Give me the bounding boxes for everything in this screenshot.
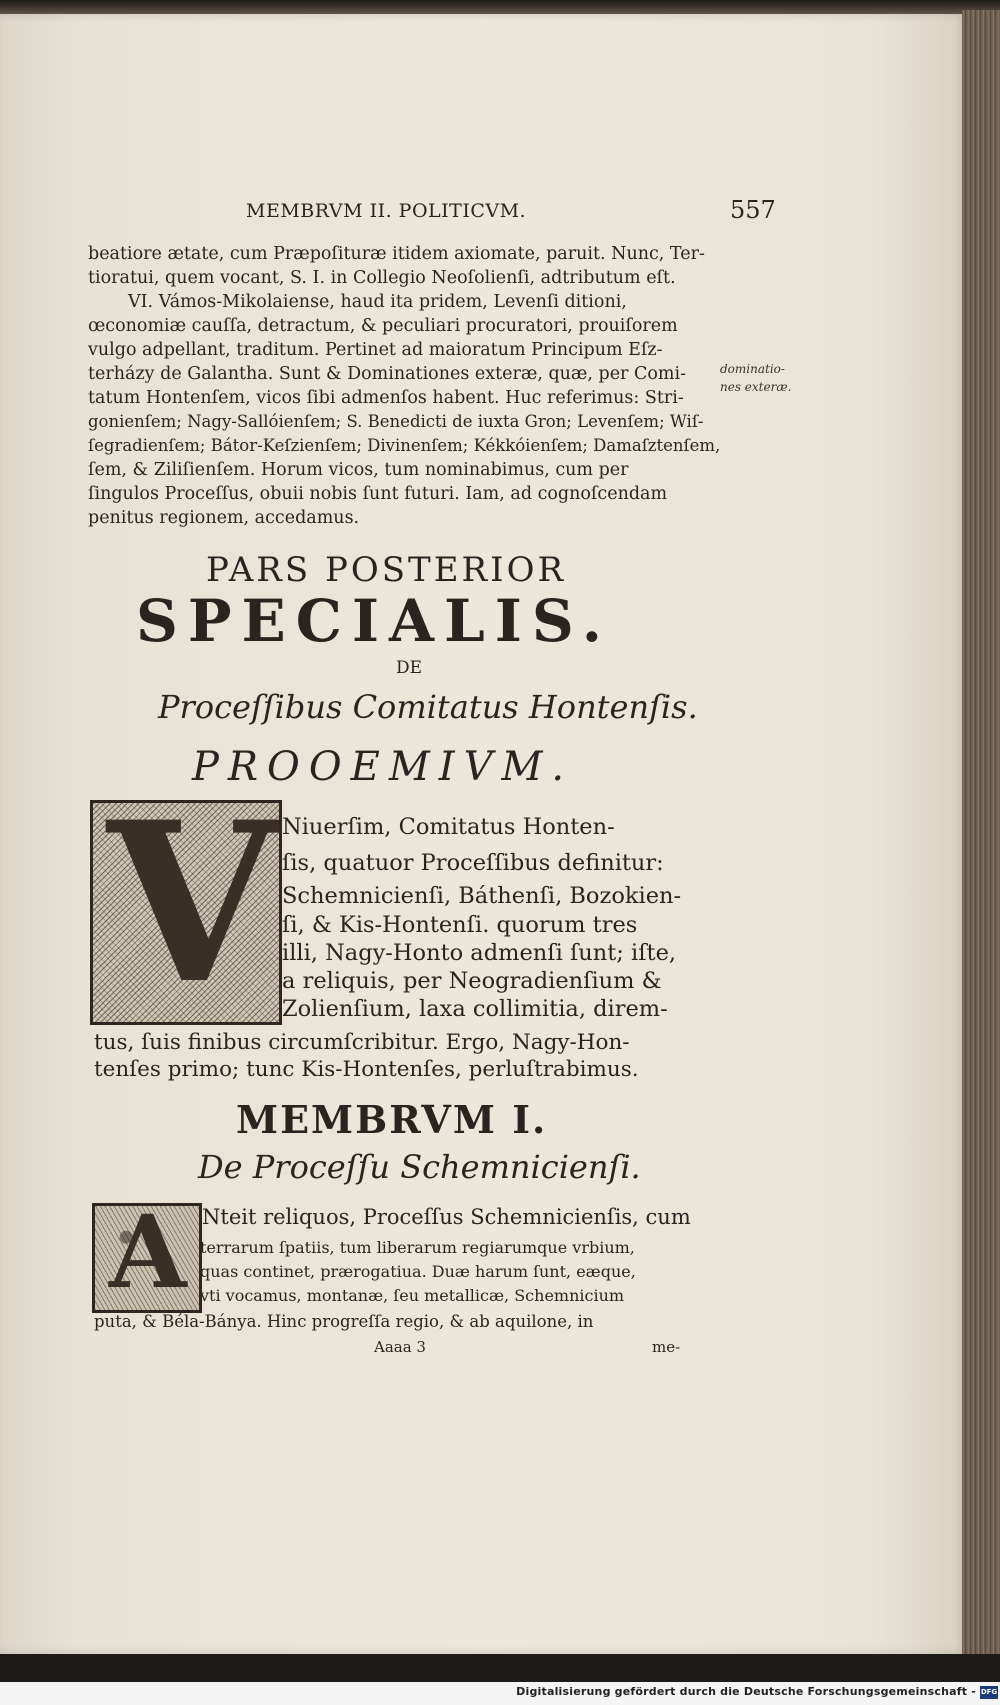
text-line: beatiore ætate, cum Præpoſituræ itidem axiomate, paruit. Nunc, Ter-: [88, 244, 705, 264]
membrum-subtitle: De Proceſſu Schemnicienſi.: [198, 1148, 641, 1186]
initial-letter-v: V: [107, 800, 278, 1025]
text-line: Nteit reliquos, Proceſſus Schemnicienſis, cum: [202, 1205, 691, 1229]
text-line: gonienſem; Nagy-Sallóienſem; S. Benedicti de iuxta Gron; Levenſem; Wiſ-: [88, 412, 704, 431]
text-line: Schemnicienſi, Báthenſi, Bozokien-: [282, 883, 682, 909]
membrum-title: MEMBRVM I.: [236, 1097, 548, 1142]
running-head: MEMBRVM II. POLITICVM.: [246, 200, 527, 222]
text-line: illi, Nagy-Honto admenſi ſunt; iſte,: [282, 940, 677, 966]
text-line: Zolienſium, laxa collimitia, direm-: [282, 996, 668, 1022]
dfg-logo: DFG: [980, 1686, 998, 1699]
text-line: ſis, quatuor Proceſſibus definitur:: [282, 850, 664, 876]
margin-note: dominatio-: [720, 362, 785, 376]
text-line: tatum Hontenſem, vicos ſibi admenſos habent. Huc referimus: Stri-: [88, 388, 684, 408]
text-line: Niuerſim, Comitatus Honten-: [282, 814, 615, 840]
margin-note: nes exteræ.: [720, 380, 792, 394]
text-line: penitus regionem, accedamus.: [88, 508, 360, 528]
prooemium-title: PROOEMIVM.: [192, 744, 574, 790]
page-stack-edge: [962, 10, 1000, 1660]
text-line: puta, & Béla-Bánya. Hinc progreſſa regio, & ab aquilone, in: [94, 1312, 594, 1331]
text-line: vulgo adpellant, traditum. Pertinet ad maioratum Principum Eſz-: [88, 340, 663, 360]
text-line: VI. Vámos-Mikolaiense, haud ita pridem, Levenſi ditioni,: [128, 292, 627, 312]
text-line: tioratui, quem vocant, S. I. in Collegio Neoſolienſi, adtributum eſt.: [88, 268, 676, 288]
text-line: tus, ſuis finibus circumſcribitur. Ergo, Nagy-Hon-: [94, 1030, 630, 1055]
section-title-specialis: SPECIALIS.: [136, 587, 612, 655]
decorated-initial-v: [90, 800, 282, 1025]
section-title-de: DE: [396, 658, 423, 678]
signature-mark: Aaaa 3: [374, 1338, 426, 1356]
catchword: me-: [652, 1338, 681, 1356]
section-title-pars: PARS POSTERIOR: [206, 550, 567, 590]
text-line: ſegradienſem; Bátor-Keſzienſem; Divinenſem; Kékkóienſem; Damaſztenſem,: [88, 436, 721, 455]
text-line: œconomiæ cauſſa, detractum, & peculiari procuratori, prouiſorem: [88, 316, 678, 336]
section-subtitle: Proceſſibus Comitatus Hontenſis.: [158, 688, 698, 726]
text-line: a reliquis, per Neogradienſium &: [282, 968, 662, 994]
text-line: ſingulos Proceſſus, obuii nobis ſunt futuri. Iam, ad cognoſcendam: [88, 484, 668, 504]
text-line: ſem, & Ziliſienſem. Horum vicos, tum nominabimus, cum per: [88, 460, 629, 480]
text-line: terrarum ſpatiis, tum liberarum regiarumque vrbium,: [200, 1238, 635, 1257]
text-line: tenſes primo; tunc Kis-Hontenſes, perluſtrabimus.: [94, 1057, 639, 1082]
text-line: terházy de Galantha. Sunt & Dominationes exteræ, quæ, per Comi-: [88, 364, 687, 384]
text-line: vti vocamus, montanæ, ſeu metallicæ, Schemnicium: [200, 1286, 625, 1305]
decorated-initial-a: [92, 1203, 202, 1313]
text-line: ſi, & Kis-Hontenſi. quorum tres: [282, 912, 638, 938]
initial-letter-a: A: [109, 1203, 187, 1311]
page-number: 557: [730, 196, 776, 224]
digitization-credit: Digitalisierung gefördert durch die Deutsche Forschungsgemeinschaft -: [516, 1685, 976, 1698]
text-line: quas continet, prærogatiua. Duæ harum ſunt, eæque,: [200, 1262, 636, 1281]
